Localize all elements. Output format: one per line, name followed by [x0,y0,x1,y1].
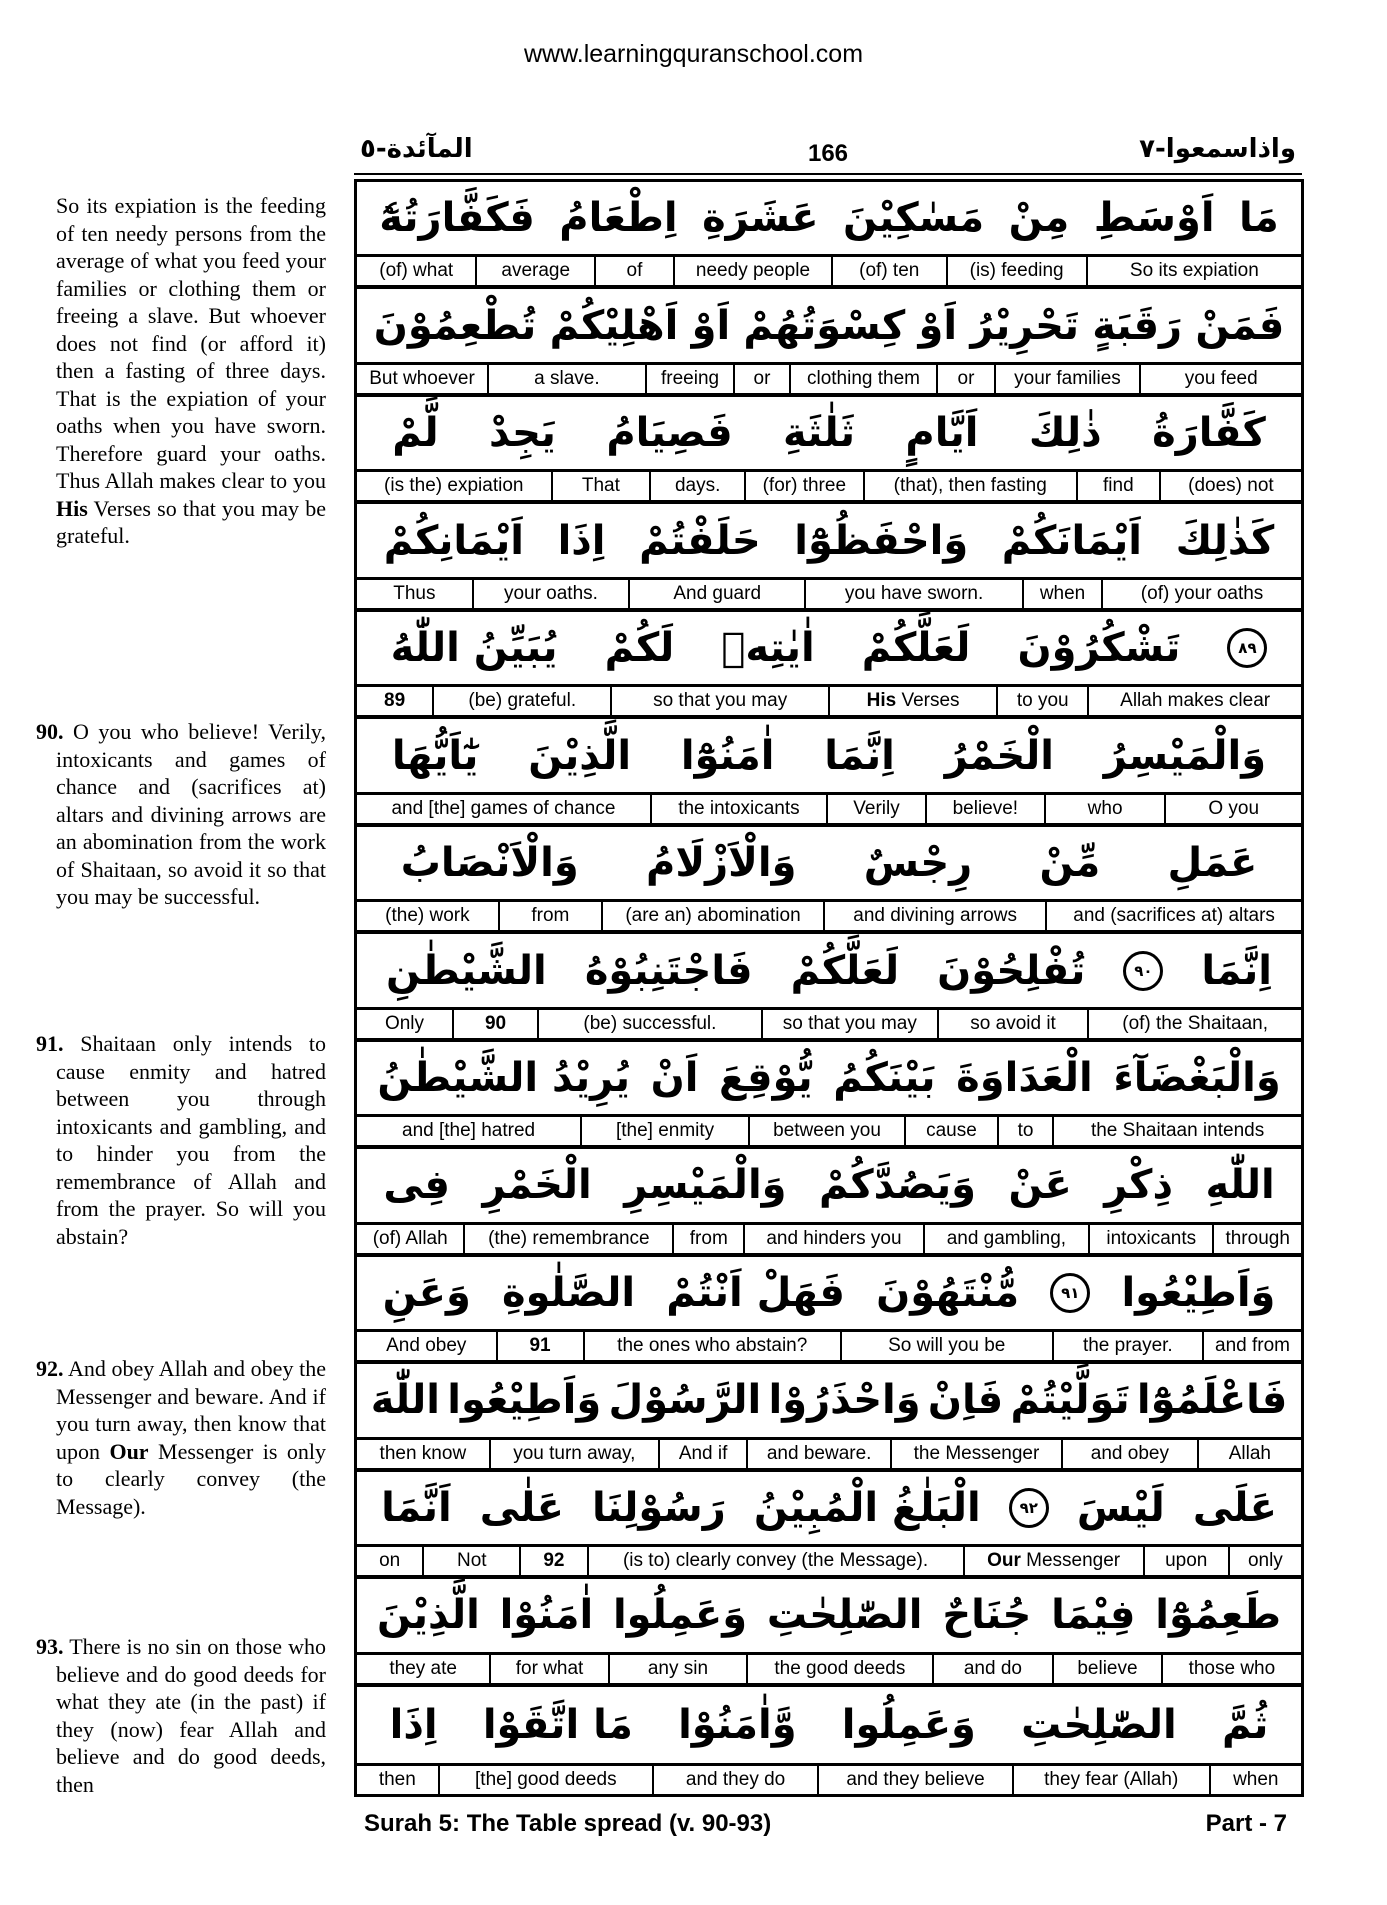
translation-cell: (are an) abomination [603,902,825,930]
translation-cell: and they do [654,1766,819,1794]
translation-cell: needy people [675,257,833,285]
arabic-row [357,1472,1301,1547]
translation-cell: And obey [357,1332,498,1360]
translation-cell: But whoever [357,365,489,393]
arabic-row [357,289,1301,364]
translation-cell: only [1247,1550,1283,1572]
verse-text-continued: Messenger is only to clearly convey (the Message). [56,1438,327,1519]
translation-row [357,472,1301,504]
ayah-end-marker-icon: ٨٩ [1227,628,1267,668]
verse-number-cell: 89 [357,687,434,715]
translation-cell: through [1225,1227,1290,1249]
arabic-word: فَاِنْ [927,1377,1004,1424]
arabic-row [357,934,1301,1009]
arabic-word: وَاَطِيْعُوا [1121,1269,1276,1316]
translation-cell: and (sacrifices at) altars [1073,905,1275,927]
arabic-word: كَذٰلِكَ [1175,517,1275,564]
arabic-word: اٰمَنُوْا [499,1592,594,1639]
arabic-word: ذٰلِكَ [1028,410,1102,457]
arabic-word: الْبَلٰغُ الْمُبِيْنُ [753,1484,981,1531]
arabic-word: يٰٓاَيُّهَا [391,732,479,779]
verse-row-pair [357,1472,1301,1579]
verse-number: 90. [36,719,64,744]
arabic-word: عَلَى [1192,1484,1277,1531]
translation-cell: cause [906,1117,999,1145]
cell-text: Verses [896,690,960,712]
translation-row [357,1332,1301,1364]
translation-cell: between you [750,1117,906,1145]
arabic-word: وَالْمَيْسِرُ [1103,732,1267,779]
translation-cell: (does) not [1188,475,1274,497]
translation-cell: who [1046,795,1167,823]
arabic-word: اَوْ [918,302,958,349]
emphasis-word: Our [109,1438,149,1464]
translation-cell: they ate [357,1655,491,1683]
translation-cell: and divining arrows [825,902,1047,930]
verse-row-pair [357,1579,1301,1686]
translation-cell: from [674,1225,745,1253]
arabic-row [357,827,1301,902]
arabic-word: اِطْعَامُ [559,195,678,242]
arabic-word: وَاَطِيْعُوا [447,1377,602,1424]
arabic-word: ثُمَّ [1222,1701,1269,1748]
translation-cell: Thus [357,580,474,608]
ayah-end-marker-icon: ٩١ [1050,1273,1090,1313]
arabic-word: اَيْمَانَكُمْ [1001,517,1143,564]
arabic-word: اِذَا [557,517,606,564]
verse-row-pair [357,1257,1301,1364]
arabic-word: مِنْ [1008,195,1070,242]
translation-cell: (be) grateful. [434,687,612,715]
arabic-word: فِى [383,1162,450,1209]
translation-cell: (of) your oaths [1140,582,1264,604]
translation-cell: to you [998,687,1089,715]
arabic-word: اَنْ [650,1054,699,1101]
verse-number-cell: 91 [498,1332,585,1360]
arabic-word: اِذَا [389,1701,438,1748]
verse-translation [56,192,326,550]
translation-cell: the ones who abstain? [585,1332,842,1360]
translation-row [357,902,1301,934]
arabic-word: وَالْمَيْسِرِ [624,1162,787,1209]
translation-cell: Allah [1228,1442,1271,1464]
arabic-word: اَنَّمَا [381,1484,452,1531]
translation-cell: (is the) expiation [357,472,553,500]
arabic-row [357,1579,1301,1654]
arabic-word: اِنَّمَا [1201,947,1272,994]
translation-row [357,1010,1301,1042]
translation-cell: the intoxicants [652,795,828,823]
arabic-word: لَعَلَّكُمْ [861,625,971,672]
arabic-row [357,1687,1301,1766]
translation-cell: the prayer. [1054,1332,1204,1360]
arabic-row [357,504,1301,579]
translation-cell: O you [1208,797,1260,819]
translation-cell: And guard [630,580,806,608]
translation-cell: so that you may [612,687,830,715]
arabic-word: عَمَلِ [1167,840,1258,887]
juz-name-arabic: واذاسمعوا-٧ [1139,134,1296,164]
translation-row [357,687,1301,719]
arabic-word: فَاجْتَنِبُوْهُ [584,947,753,994]
verse-translation [36,1030,326,1250]
verse-row-pair [357,182,1301,289]
verse-row-pair [357,397,1301,504]
arabic-word: الصَّلٰوةِ [501,1269,636,1316]
arabic-word: فَهَلْ اَنْتُمْ [666,1269,845,1316]
verse-row-pair [357,1687,1301,1794]
arabic-word: بَيْنَكُمُ [833,1054,936,1101]
page-number: 166 [807,140,849,167]
translation-cell: Verily [828,795,927,823]
emphasis-word: Our [987,1550,1021,1572]
arabic-word: جُنَاحٌ [942,1592,1032,1639]
translation-cell: then [357,1766,440,1794]
translation-cell: freeing [647,365,736,393]
translation-cell: your families [996,365,1142,393]
arabic-row [357,719,1301,794]
verse-row-pair [357,1042,1301,1149]
translation-cell [830,687,998,715]
site-url[interactable]: www.learningquranschool.com [523,40,864,68]
translation-cell: (is) feeding [948,257,1088,285]
verse-row-pair [357,504,1301,611]
translation-cell: Not [424,1547,521,1575]
translation-cell: [the] good deeds [440,1766,654,1794]
translation-cell: (of) ten [833,257,948,285]
verse-text: O you who believe! Verily, intoxicants and games of chance and (sacrifices at) altars and divining arrows are an abomination from the work of Shaitaan, so avoid it so that you may be successful. [56,719,326,909]
footer-part: Part - 7 [1205,1810,1287,1837]
verse-translation [36,1355,327,1520]
translation-cell: you feed [1184,367,1258,389]
translation-cell: you have sworn. [806,580,1024,608]
page-header [354,134,1302,174]
arabic-word: عَشَرَةِ [702,195,819,242]
surah-name-arabic: المآئدة-٥ [360,134,473,164]
verse-number: 92. [36,1356,64,1381]
translation-cell: from [500,902,603,930]
translation-cell: That [553,472,652,500]
ayah-end-marker-icon: ٩٢ [1009,1488,1049,1528]
translation-cell: or [938,365,995,393]
translation-cell: for what [491,1655,610,1683]
translation-cell: believe! [927,795,1046,823]
verse-text: So its expiation is the feeding of ten needy persons from the average of what you feed your families or clothing them or freeing a slave. But whoever does not find (or afford it) then a fasting of three days. That is the expiation of your oaths when you have sworn. Therefore guard your oaths. Thus Allah makes clear to you [56,193,326,493]
arabic-word: اَيْمَانِكُمْ [383,517,524,564]
arabic-word: تُطْعِمُوْنَ [373,302,537,349]
translation-cell: (that), then fasting [865,472,1078,500]
translation-cell: when [1024,580,1103,608]
verse-row-pair [357,289,1301,396]
verse-text: There is no sin on those who believe and do good deeds for what they ate (in the past) if they (now) fear Allah and believe and do good deeds, then [56,1634,326,1797]
cell-text: Messenger [1020,1550,1121,1572]
arabic-word: وَالْبَغْضَآءَ [1113,1054,1281,1101]
arabic-word: تَحْرِيْرُ [970,302,1080,349]
arabic-word: وَيَصُدَّكُمْ [819,1162,977,1209]
translation-cell: find [1078,472,1161,500]
translation-cell: so that you may [763,1010,939,1038]
arabic-word: الَّذِيْنَ [376,1592,480,1639]
verse-translation [36,718,326,911]
translation-row [357,1117,1301,1149]
translation-cell: and do [934,1655,1054,1683]
arabic-word: وَعَنِ [382,1269,471,1316]
verse-row-pair [357,827,1301,934]
translation-cell: and obey [1063,1440,1199,1468]
translation-cell: (for) three [746,472,865,500]
verse-number-cell: 90 [454,1010,539,1038]
arabic-word: ثَلٰثَةِ [783,410,855,457]
header-rule [354,173,1302,175]
arabic-word: وَعَمِلُوا [612,1592,748,1639]
arabic-word: الْخَمْرِ [482,1162,592,1209]
verse-number: 91. [36,1031,64,1056]
arabic-word: رَسُوْلِنَا [591,1484,726,1531]
arabic-word: فَمَنْ [1195,302,1285,349]
verse-translation [36,1633,326,1798]
arabic-word: وَاحْفَظُوْٓا [794,517,969,564]
arabic-row [357,182,1301,257]
translation-cell: when [1233,1769,1279,1791]
verse-row-pair [357,1364,1301,1471]
emphasis-word: His [56,495,88,521]
arabic-word: مَا اتَّقَوْا [482,1701,633,1748]
translation-cell: and gambling, [925,1225,1091,1253]
arabic-word: تَوَلَّيْتُمْ [1010,1377,1130,1424]
translation-cell: of [596,257,675,285]
arabic-word: مُّنْتَهُوْنَ [876,1269,1020,1316]
verse-text: And obey Allah and obey the Messenger and beware. And if you turn away, then know that upon [56,1356,326,1464]
arabic-word: يُبَيِّنُ اللّٰهُ [390,625,558,672]
arabic-word: ذِكْرِ [1104,1162,1173,1209]
translation-cell: and hinders you [745,1225,924,1253]
translation-cell: on [357,1547,424,1575]
arabic-word: اٰمَنُوْٓا [680,732,775,779]
translation-cell: (of) Allah [357,1225,465,1253]
emphasis-word: His [866,690,897,712]
translation-cell: (is to) clearly convey (the Message). [589,1547,965,1575]
arabic-word: كَفَّارَةُ [1152,410,1266,457]
arabic-word: تُفْلِحُوْنَ [937,947,1086,994]
word-by-word-table [354,179,1304,1797]
translation-row [357,1225,1301,1257]
arabic-word: مَسٰكِيْنَ [843,195,985,242]
arabic-row [357,1149,1301,1224]
translation-cell: (the) remembrance [465,1225,674,1253]
arabic-word: وَالْاَنْصَابُ [400,840,579,887]
arabic-row [357,612,1301,687]
arabic-word: لَّمْ [392,410,439,457]
arabic-word: الْعَدَاوَةَ [956,1054,1093,1101]
translation-cell: Allah makes clear [1120,690,1271,712]
arabic-word: رَقَبَةٍ [1092,302,1183,349]
translation-cell: or [735,365,790,393]
ayah-end-marker-icon: ٩٠ [1123,951,1163,991]
translation-cell: believe [1054,1655,1163,1683]
translation-row [357,1547,1301,1579]
translation-row [357,580,1301,612]
arabic-word: اَوْ [691,302,731,349]
arabic-word: حَلَفْتُمْ [639,517,761,564]
arabic-word: اللّٰهِ [1205,1162,1275,1209]
arabic-word: فَصِيَامُ [606,410,733,457]
arabic-word: مِّنْ [1039,840,1101,887]
arabic-word: الصّٰلِحٰتِ [766,1592,923,1639]
arabic-word: طَعِمُوْٓا [1155,1592,1282,1639]
verse-row-pair [357,1149,1301,1256]
arabic-word: يَجِدْ [489,410,556,457]
translation-cell: your oaths. [474,580,630,608]
translation-cell: [the] enmity [582,1117,750,1145]
translation-cell: the Messenger [892,1440,1063,1468]
arabic-word: كِسْوَتُهُمْ [743,302,906,349]
translation-row [357,365,1301,397]
translation-cell: days. [651,472,746,500]
arabic-word: اَوْسَطِ [1093,195,1215,242]
translation-cell: And if [660,1440,749,1468]
verse-number: 93. [36,1634,64,1659]
arabic-row [357,397,1301,472]
translation-row [357,1655,1301,1687]
verse-number-cell: 92 [521,1547,588,1575]
translation-cell: (the) work [357,902,500,930]
arabic-row [357,1042,1301,1117]
translation-cell: Only [357,1010,454,1038]
translation-row [357,1440,1301,1472]
translation-cell: to [999,1117,1054,1145]
arabic-word: رِجْسٌ [863,840,973,887]
translation-cell: the good deeds [748,1655,934,1683]
translation-cell: intoxicants [1090,1225,1214,1253]
footer-surah-title: Surah 5: The Table spread (v. 90-93) [364,1810,772,1837]
translation-cell: (of) what [357,257,477,285]
arabic-word: اللّٰهَ [370,1377,441,1424]
verse-text: Shaitaan only intends to cause enmity and hatred between you through intoxicants and gambling, and to hinder you from the remembrance of Allah and from the prayer. So will you abstain? [56,1031,326,1249]
translation-cell: any sin [610,1655,748,1683]
translation-row [357,795,1301,827]
arabic-word: الَّذِيْنَ [528,732,632,779]
arabic-word: الصّٰلِحٰتِ [1021,1701,1177,1748]
arabic-row [357,1364,1301,1439]
translation-cell: and they believe [819,1766,1014,1794]
arabic-word: عَلٰى [479,1484,564,1531]
translation-cell: (of) the Shaitaan, [1122,1012,1269,1034]
arabic-word: وَاحْذَرُوْا [768,1377,921,1424]
translation-cell: and beware. [748,1440,892,1468]
arabic-word: وَالْاَزْلَامُ [646,840,797,887]
verse-row-pair [357,934,1301,1041]
arabic-row [357,1257,1301,1332]
translation-cell: So its expiation [1129,260,1259,282]
verse-row-pair [357,719,1301,826]
arabic-word: عَنْ [1008,1162,1072,1209]
arabic-word: فِيْمَا [1051,1592,1136,1639]
verse-row-pair [357,612,1301,719]
arabic-word: اِنَّمَا [824,732,895,779]
arabic-word: الرَّسُوْلَ [608,1377,762,1424]
translation-cell: they fear (Allah) [1014,1766,1211,1794]
translation-cell: so avoid it [939,1010,1089,1038]
translation-cell: (be) successful. [539,1010,763,1038]
translation-cell: you turn away, [491,1440,660,1468]
arabic-word: لَكُمْ [604,625,675,672]
arabic-word: الشَّيْطٰنِ [386,947,547,994]
verse-text-continued: Verses so that you may be grateful. [56,495,326,548]
translation-cell: clothing them [791,365,939,393]
arabic-word: اَيَّامٍ [905,410,979,457]
translation-cell: and [the] games of chance [357,795,652,823]
arabic-word: تَشْكُرُوْنَ [1017,625,1181,672]
arabic-word: وَّاٰمَنُوْا [678,1701,797,1748]
translation-cell: and [the] hatred [357,1117,582,1145]
arabic-word: وَعَمِلُوا [841,1701,976,1748]
translation-cell: upon [1145,1547,1230,1575]
translation-row [357,1766,1301,1794]
translation-cell [965,1547,1145,1575]
arabic-word: لَيْسَ [1076,1484,1165,1531]
arabic-word: فَكَفَّارَتُهٗٓ [379,195,535,242]
arabic-word: يُرِيْدُ الشَّيْطٰنُ [377,1054,631,1101]
translation-cell: the Shaitaan intends [1090,1120,1265,1142]
translation-cell: and from [1215,1335,1290,1357]
arabic-word: فَاعْلَمُوْٓا [1136,1377,1288,1424]
translation-cell: then know [357,1440,491,1468]
arabic-word: مَا [1238,195,1279,242]
arabic-word: اَهْلِيْكُمْ [549,302,679,349]
arabic-word: يُّوْقِعَ [719,1054,813,1101]
translation-row [357,257,1301,289]
translation-cell: So will you be [842,1332,1054,1360]
arabic-word: لَعَلَّكُمْ [790,947,900,994]
translation-cell: average [477,257,596,285]
arabic-word: الْخَمْرُ [944,732,1054,779]
translation-cell: those who [1188,1657,1276,1679]
arabic-word: اٰيٰتِهٖ [721,625,815,672]
translation-cell: a slave. [489,365,647,393]
